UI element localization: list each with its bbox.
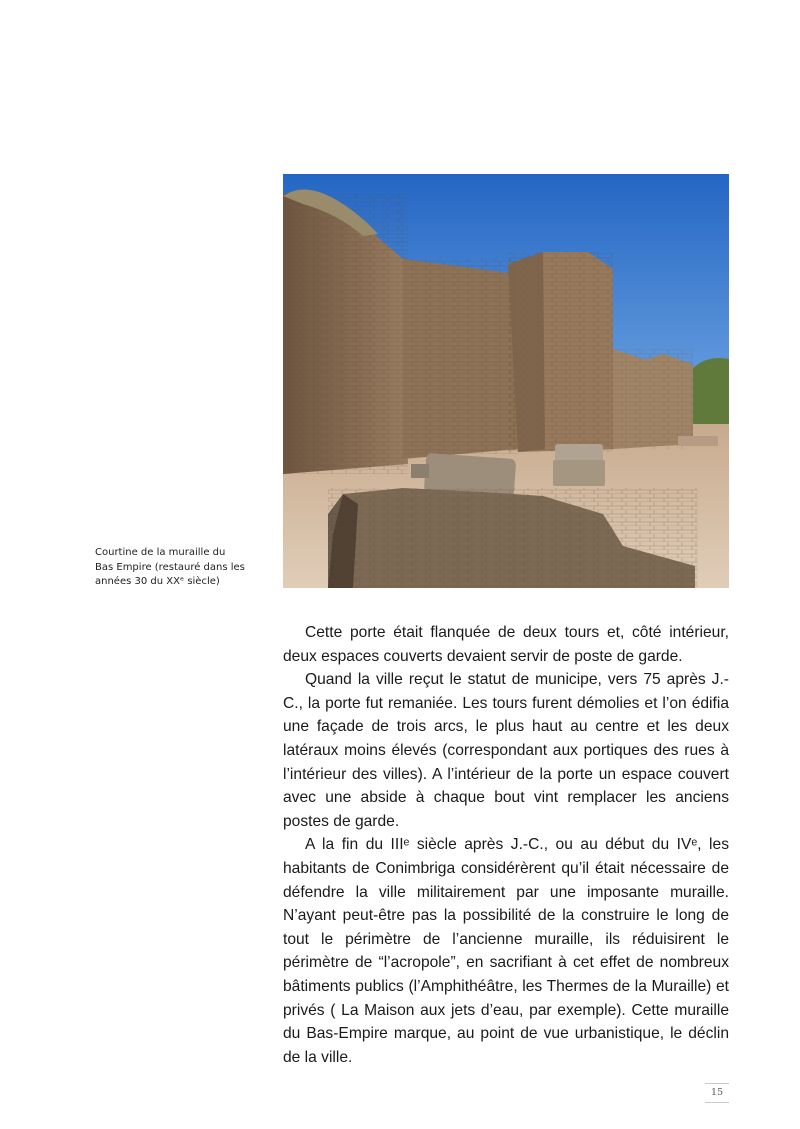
- photo-roman-wall: [283, 174, 729, 588]
- body-text: [283, 621, 729, 1069]
- trees: [688, 358, 729, 424]
- paragraph-3: A la fin du IIIᵉ siècle après J.-C., ou au début du IVᵉ, les habitants de Conimbriga considérèrent qu’il était nécessaire de défendre la ville militairement par une imposante muraille. N’ayant peut-être pas la possibilité de la construire le long de tout le périmètre de l’ancienne muraille, ils réduisirent le périmètre de “l’acropole”, en sacrifiant à cet effet de nombreux bâtiments publics (l’Amphithéâtre, les Thermes de la Muraille) et privés ( La Maison aux jets d’eau, par exemple). Cette muraille du Bas-Empire marque, au point de vue urbanistique, le déclin de la ville.: [283, 836, 729, 1066]
- page-number: 15: [705, 1083, 729, 1103]
- paragraph-2: Quand la ville reçut le statut de municipe, vers 75 après J.-C., la porte fut remaniée. Les tours furent démolies et l’on édifia une façade de trois arcs, le plus haut au centre et les deux latéraux moins élevés (correspondant aux portiques des rues à l’intérieur des villes). A l’intérieur de la porte un espace couvert avec une abside à chaque bout vint remplacer les anciens postes de garde.: [283, 671, 729, 830]
- photo-caption: [95, 546, 255, 590]
- caption-line-1: Courtine de la muraille du: [95, 547, 226, 558]
- caption-line-3: années 30 du XXᵉ siècle): [95, 576, 220, 587]
- caption-line-2: Bas Empire (restauré dans les: [95, 561, 245, 573]
- paragraph-1: Cette porte était flanquée de deux tours et, côté intérieur, deux espaces couverts devaient servir de poste de garde.: [283, 624, 729, 665]
